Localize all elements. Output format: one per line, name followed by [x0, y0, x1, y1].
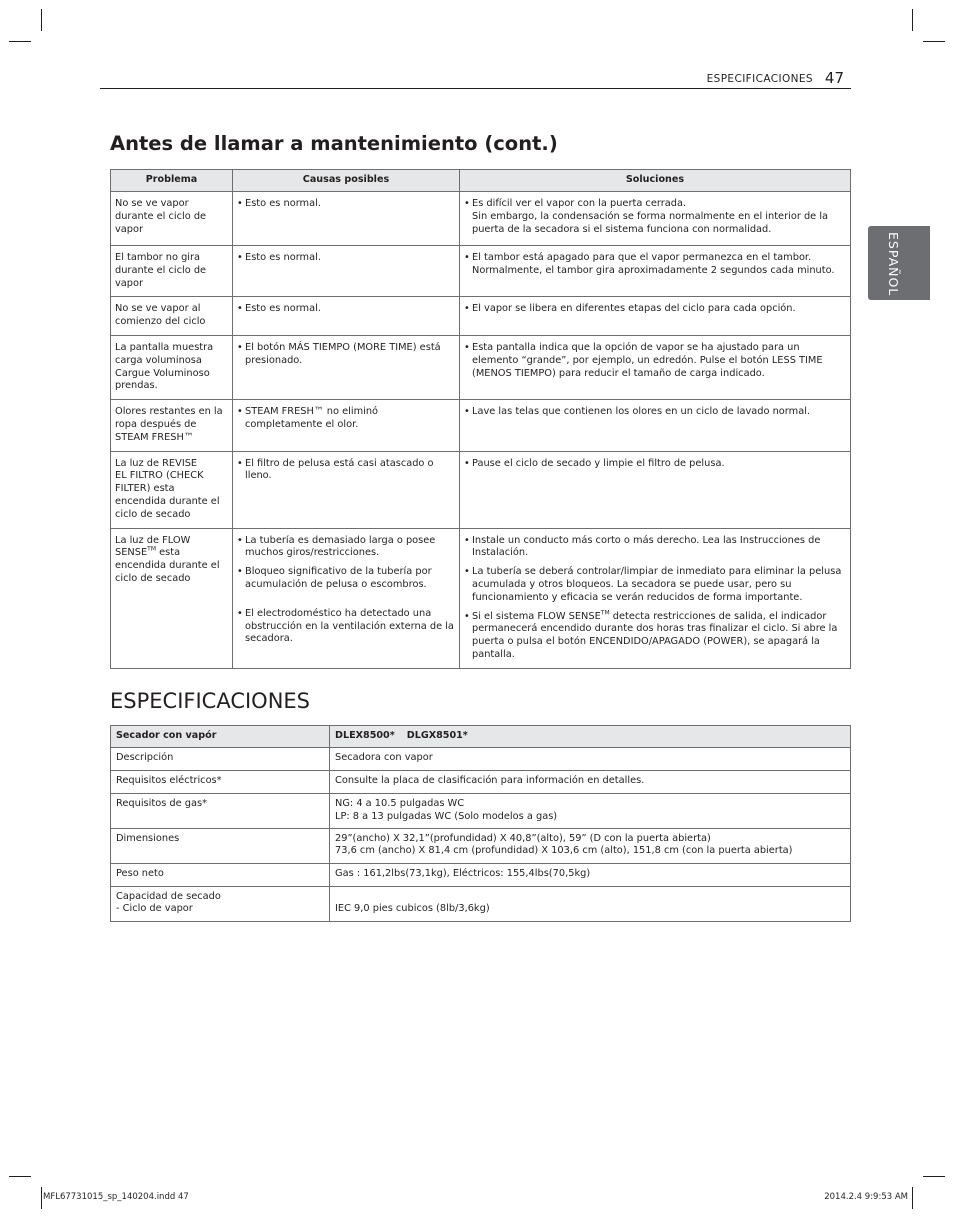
spec-label: Peso neto [111, 863, 330, 886]
causes-cell [233, 400, 460, 451]
spec-value: Gas : 161,2lbs(73,1kg), Eléctricos: 155,4lbs(70,5kg) [330, 863, 851, 886]
table-row [111, 886, 851, 921]
list-item: • Si el sistema FLOW SENSE™ detecta restricciones de salida, el indicador permanecerá encendido durante dos horas tras finalizar el ciclo. Si abre la puerta o pulsa el botón ENCENDIDO/APAGADO (POWER), se apagará la pantalla. [464, 609, 838, 660]
spec-label: Requisitos de gas* [111, 794, 330, 829]
crop-mark [9, 1176, 31, 1177]
crop-mark [923, 1176, 945, 1177]
solutions-cell [460, 451, 851, 528]
problem-cell: Olores restantes en la ropa después de STEAM FRESH™ [111, 400, 233, 451]
list-item: • El filtro de pelusa está casi atascado o lleno. [237, 457, 434, 482]
spec-header-row [111, 726, 851, 748]
trademark-mark: TM [147, 546, 156, 554]
list-item: • El tambor está apagado para que el vapor permanezca en el tambor. Normalmente, el tambor gira aproximadamente 2 segundos cada minuto. [464, 252, 835, 276]
table-row [111, 794, 851, 829]
table-row [111, 297, 851, 336]
causes-cell [233, 451, 460, 528]
spec-value: Consulte la placa de clasificación para información en detalles. [330, 771, 851, 794]
spec-value: IEC 9,0 pies cubicos (8lb/3,6kg) [330, 886, 851, 921]
footer-timestamp: 2014.2.4 9:9:53 AM [824, 1192, 908, 1202]
table-row [111, 528, 851, 668]
list-item: • Esto es normal. [237, 198, 321, 209]
spec-header-label: Secador con vapór [111, 726, 330, 748]
solutions-cell [460, 400, 851, 451]
crop-mark [923, 41, 945, 42]
table-row [111, 400, 851, 451]
list-item: • Esta pantalla indica que la opción de vapor se ha ajustado para un elemento “grande”, por ejemplo, un edredón. Pulse el botón LESS TIME (MENOS TIEMPO) para reducir el tamaño de carga indicado. [464, 341, 823, 379]
language-tab [868, 226, 930, 300]
spec-label: Requisitos eléctricos* [111, 771, 330, 794]
table-row [111, 246, 851, 297]
specifications-table [110, 725, 851, 922]
solutions-cell [460, 528, 851, 668]
problem-cell: No se ve vapor durante el ciclo de vapor [111, 192, 233, 246]
table-row [111, 192, 851, 246]
column-header-problem: Problema [111, 170, 233, 192]
solutions-cell [460, 192, 851, 246]
model-number: DLEX8500* [335, 730, 395, 742]
problem-cell: La luz de REVISE EL FILTRO (CHECK FILTER) esta encendida durante el ciclo de secado [111, 451, 233, 528]
spec-label: Descripción [111, 748, 330, 771]
crop-mark [912, 1187, 913, 1209]
list-item: • El botón MÁS TIEMPO (MORE TIME) está presionado. [237, 341, 441, 366]
model-number: DLGX8501* [406, 730, 468, 742]
spec-value: Secadora con vapor [330, 748, 851, 771]
troubleshooting-table [110, 169, 851, 669]
causes-cell [233, 528, 460, 668]
list-item: • Instale un conducto más corto o más derecho. Lea las Instrucciones de Instalación. [464, 534, 821, 559]
spec-value: NG: 4 a 10.5 pulgadas WC LP: 8 a 13 pulgadas WC (Solo modelos a gas) [330, 794, 851, 829]
running-head-section: ESPECIFICACIONES [706, 73, 813, 85]
crop-mark [9, 41, 31, 42]
list-item: • Esto es normal. [237, 303, 321, 315]
trademark-mark: TM [600, 609, 610, 617]
list-item: • STEAM FRESH™ no eliminó completamente el olor. [237, 406, 379, 430]
list-item: • Es difícil ver el vapor con la puerta cerrada. Sin embargo, la condensación se forma normalmente en el interior de la puerta de la secadora si el sistema funciona con normalidad. [464, 198, 829, 235]
list-item: • Bloqueo significativo de la tubería por acumulación de pelusa o escombros. [237, 566, 432, 590]
spec-value: 29”(ancho) X 32,1”(profundidad) X 40,8”(alto), 59” (D con la puerta abierta) 73,6 cm (ancho) X 81,4 cm (profundidad) X 103,6 cm (alto), 151,8 cm (con la puerta abierta) [330, 828, 851, 863]
running-head [100, 69, 851, 89]
spec-header-models [330, 726, 851, 748]
table-row [111, 335, 851, 399]
solutions-cell [460, 246, 851, 297]
problem-cell: La pantalla muestra carga voluminosa Cargue Voluminoso prendas. [111, 335, 233, 399]
problem-cell: La luz de FLOW SENSE™ esta encendida durante el ciclo de secado [111, 528, 233, 668]
language-tab-label: ESPAÑOL [886, 232, 901, 297]
list-item: • La tubería se deberá controlar/limpiar de inmediato para eliminar la pelusa acumulada y otros bloqueos. La secadora se puede usar, pero su funcionamiento y eficacia se verán reducidos de forma importante. [464, 566, 842, 603]
list-item: • El vapor se libera en diferentes etapas del ciclo para cada opción. [464, 303, 796, 315]
solutions-cell [460, 335, 851, 399]
causes-cell [233, 192, 460, 246]
troubleshooting-title: Antes de llamar a mantenimiento (cont.) [110, 132, 558, 155]
table-row [111, 863, 851, 886]
spec-label: Dimensiones [111, 828, 330, 863]
specifications-title: ESPECIFICACIONES [110, 689, 311, 713]
crop-mark [41, 1187, 42, 1209]
crop-mark [912, 9, 913, 31]
list-item: • La tubería es demasiado larga o posee muchos giros/restricciones. [237, 534, 436, 559]
list-item: • Esto es normal. [237, 252, 321, 263]
footer-file-name: MFL67731015_sp_140204.indd 47 [43, 1192, 189, 1202]
crop-mark [41, 9, 42, 31]
list-item: • El electrodoméstico ha detectado una obstrucción en la ventilación externa de la secadora. [237, 607, 454, 645]
column-header-solutions: Soluciones [460, 170, 851, 192]
table-row [111, 451, 851, 528]
list-item: • Lave las telas que contienen los olores en un ciclo de lavado normal. [464, 406, 811, 418]
causes-cell [233, 246, 460, 297]
table-row [111, 828, 851, 863]
solutions-cell [460, 297, 851, 336]
causes-cell [233, 297, 460, 336]
problem-cell: El tambor no gira durante el ciclo de vapor [111, 246, 233, 297]
table-row [111, 748, 851, 771]
page-number: 47 [824, 69, 844, 87]
spec-label: Capacidad de secado - Ciclo de vapor [111, 886, 330, 921]
column-header-causes: Causas posibles [233, 170, 460, 192]
list-item: • Pause el ciclo de secado y limpie el filtro de pelusa. [464, 457, 725, 469]
table-header-row [111, 170, 851, 192]
problem-cell: No se ve vapor al comienzo del ciclo [111, 297, 233, 336]
causes-cell [233, 335, 460, 399]
table-row [111, 771, 851, 794]
